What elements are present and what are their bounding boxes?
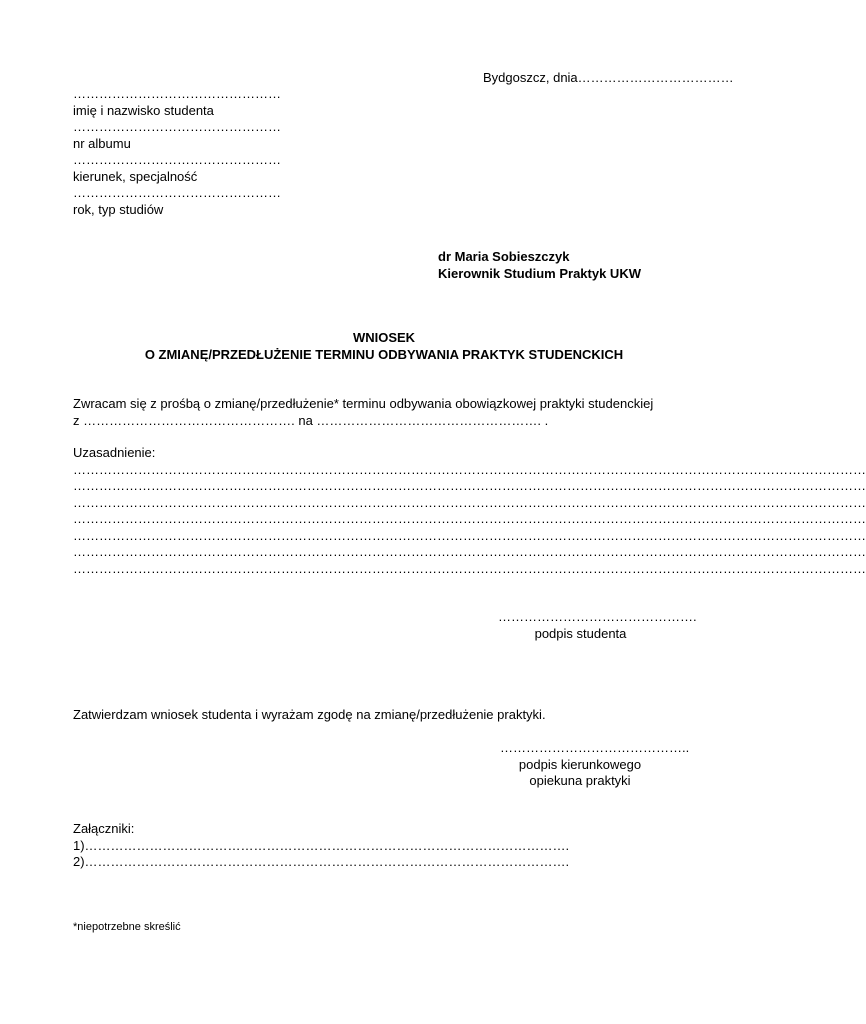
- justification-line: …………………………………………………………………………………………………………………………………………………………………: [73, 527, 866, 543]
- document-title: [0, 330, 768, 363]
- student-signature-block: [498, 609, 697, 642]
- album-number-label: nr albumu: [73, 135, 131, 151]
- footnote: *niepotrzebne skreślić: [73, 921, 181, 933]
- attachments-block: [73, 821, 569, 871]
- addressee-role: Kierownik Studium Praktyk UKW: [438, 265, 641, 281]
- justification-line: …………………………………………………………………………………………………………………………………………………………………: [73, 494, 866, 510]
- student-signature-label: podpis studenta: [534, 625, 627, 641]
- year-type-label: rok, typ studiów: [73, 201, 164, 217]
- attachments-label: Załączniki:: [73, 821, 135, 836]
- supervisor-signature-block: [500, 740, 690, 790]
- justification-line: …………………………………………………………………………………………………………………………………………………………………: [73, 461, 866, 477]
- student-name-dots: …………………………………………: [73, 86, 281, 101]
- justification-line: …………………………………………………………………………………………………………………………………………………………………: [73, 511, 866, 526]
- justification-line: …………………………………………………………………………………………………………………………………………………………………: [73, 478, 866, 493]
- album-number-dots: …………………………………………: [73, 119, 281, 134]
- field-specialty-label: kierunek, specjalność: [73, 168, 198, 184]
- request-line-1: Zwracam się z prośbą o zmianę/przedłużenie* terminu odbywania obowiązkowej praktyki studenckiej: [73, 396, 654, 411]
- justification-line: …………………………………………………………………………………………………………………………………………………………………: [73, 560, 866, 576]
- justification-label: Uzasadnienie:: [73, 445, 156, 460]
- supervisor-signature-label-2: opiekuna praktyki: [529, 773, 631, 788]
- request-line-2: z …………………………………………. na ……………………………………………. .: [73, 412, 549, 428]
- field-specialty-dots: …………………………………………: [73, 152, 281, 167]
- justification-line: …………………………………………………………………………………………………………………………………………………………………: [73, 544, 866, 559]
- student-signature-dots: ……………………………………….: [498, 609, 697, 624]
- justification-block: [73, 445, 866, 577]
- addressee-block: [438, 249, 641, 282]
- request-block: [73, 396, 653, 429]
- supervisor-signature-dots: ……………………………………..: [500, 740, 690, 755]
- addressee-name: dr Maria Sobieszczyk: [438, 249, 570, 264]
- attachment-item: 1)………………………………………………………………………………………………….: [73, 837, 570, 853]
- title-line-2: O ZMIANĘ/PRZEDŁUŻENIE TERMINU ODBYWANIA PRAKTYK STUDENCKICH: [144, 346, 624, 362]
- supervisor-signature-label-1: podpis kierunkowego: [518, 756, 642, 772]
- year-type-dots: …………………………………………: [73, 185, 281, 200]
- student-name-label: imię i nazwisko studenta: [73, 102, 214, 118]
- title-line-1: WNIOSEK: [352, 330, 416, 345]
- approval-text: Zatwierdzam wniosek studenta i wyrażam zgodę na zmianę/przedłużenie praktyki.: [73, 707, 546, 722]
- student-info-block: [73, 86, 281, 218]
- place-date: Bydgoszcz, dnia………………………………: [483, 70, 734, 85]
- attachment-item: 2)………………………………………………………………………………………………….: [73, 854, 570, 869]
